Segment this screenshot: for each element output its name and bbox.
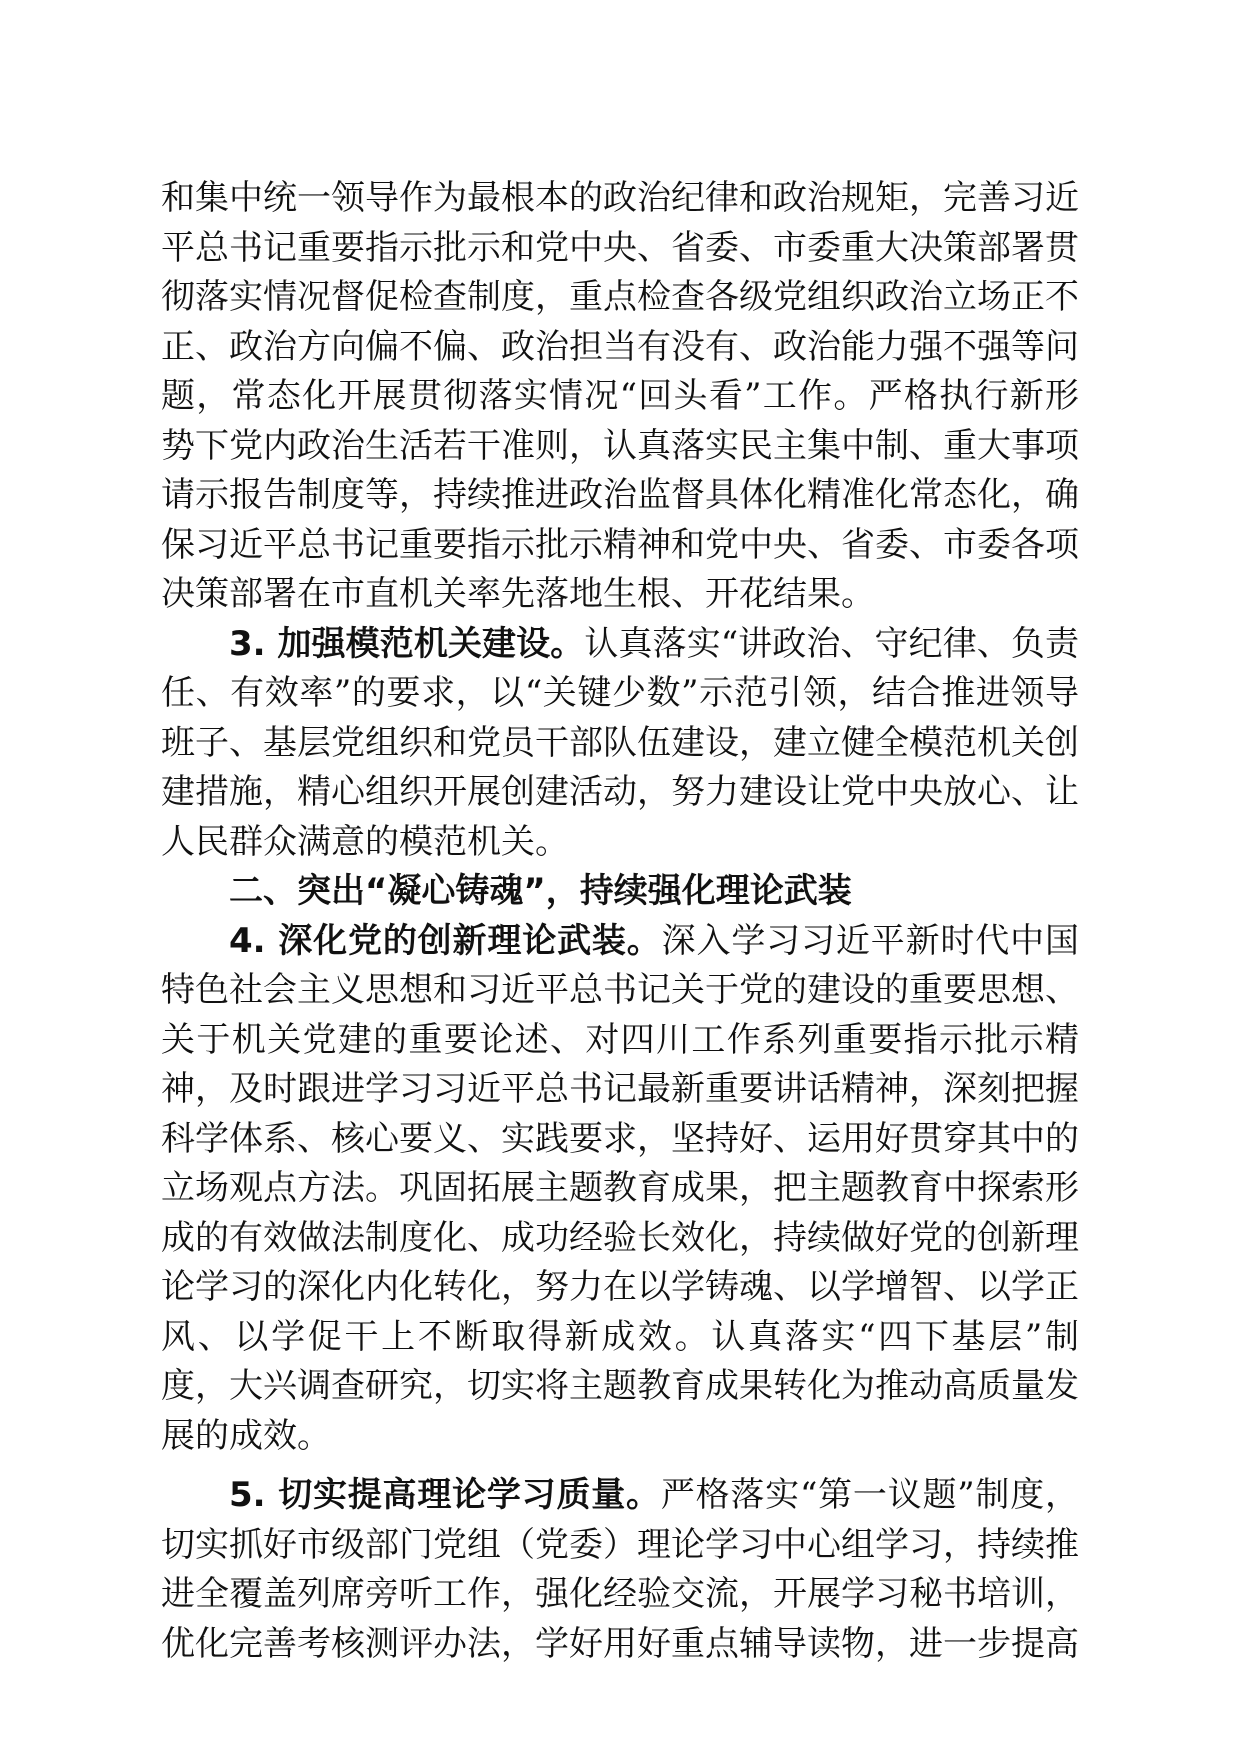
item-4-paragraph [161, 917, 1079, 1462]
item-5-lead: 5. 切实提高理论学习质量。 [229, 1475, 661, 1515]
item-3-lead: 3. 加强模范机关建设。 [229, 623, 585, 664]
paragraph-continuation: 和集中统一领导作为最根本的政治纪律和政治规矩，完善习近平总书记重要指示批示和党中央、省委、市委重大决策部署贯彻落实情况督促检查制度，重点检查各级党组织政治立场正不正、政治方向偏不偏、政治担当有没有、政治能力强不强等问题，常态化开展贯彻落实情况“回头看”工作。严格执行新形势下党内政治生活若干准则，认真落实民主集中制、重大事项请示报告制度等，持续推进政治监督具体化精准化常态化，确保习近平总书记重要指示批示精神和党中央、省委、市委各项决策部署在市直机关率先落地生根、开花结果。 [161, 178, 1079, 614]
document-page [161, 174, 1079, 1669]
item-3-body: 认真落实“讲政治、守纪律、负责任、有效率”的要求，以“关键少数”示范引领，结合推进领导班子、基层党组织和党员干部队伍建设，建立健全模范机关创建措施，精心组织开展创建活动，努力建设让党中央放心、让人民群众满意的模范机关。 [161, 623, 1079, 862]
section-2-heading: 二、突出“凝心铸魂”，持续强化理论武装 [229, 871, 852, 911]
item-4-lead: 4. 深化党的创新理论武装。 [229, 920, 662, 961]
item-4-body: 深入学习习近平新时代中国特色社会主义思想和习近平总书记关于党的建设的重要思想、关于机关党建的重要论述、对四川工作系列重要指示批示精神，及时跟进学习习近平总书记最新重要讲话精神，深刻把握科学体系、核心要义、实践要求，坚持好、运用好贯穿其中的立场观点方法。巩固拓展主题教育成果，把主题教育中探索形成的有效做法制度化、成功经验长效化，持续做好党的创新理论学习的深化内化转化，努力在以学铸魂、以学增智、以学正风、以学促干上不断取得新成效。认真落实“四下基层”制度，大兴调查研究，切实将主题教育成果转化为推动高质量发展的成效。 [161, 920, 1079, 1456]
item-5-paragraph [161, 1471, 1079, 1669]
item-5-body: 严格落实“第一议题”制度，切实抓好市级部门党组（党委）理论学习中心组学习，持续推进全覆盖列席旁听工作，强化经验交流，开展学习秘书培训，优化完善考核测评办法，学好用好重点辅导读物，进一步提高 [161, 1475, 1079, 1664]
item-3-paragraph [161, 620, 1079, 868]
